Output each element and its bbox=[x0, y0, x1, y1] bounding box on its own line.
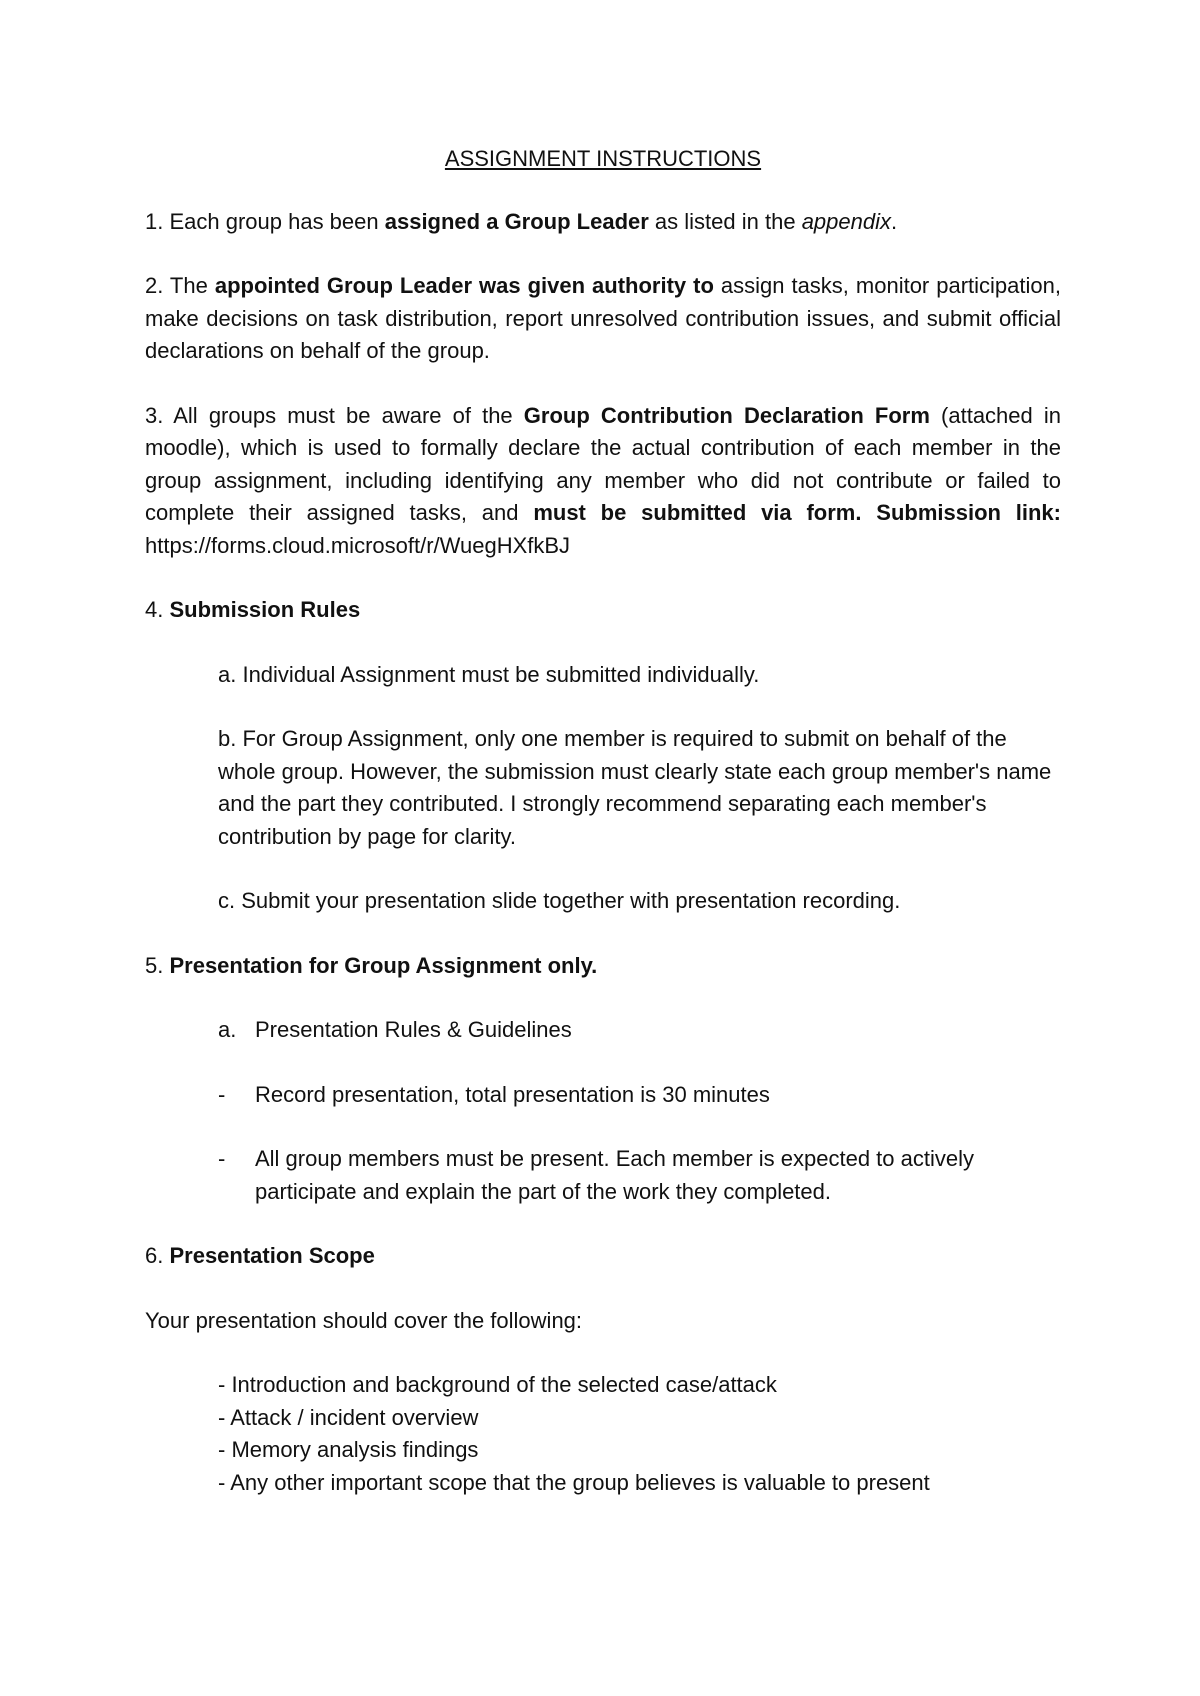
presentation-rule-dash-2-text: All group members must be present. Each member is expected to actively participate and explain the part of the work they completed. bbox=[255, 1146, 974, 1204]
document-content bbox=[145, 143, 1061, 1499]
document-title: ASSIGNMENT INSTRUCTIONS bbox=[444, 146, 762, 171]
presentation-scope-intro: Your presentation should cover the following: bbox=[145, 1307, 583, 1333]
instruction-2-post: assign tasks, monitor participation, make decisions on task distribution, report unresolved contribution issues, and submit official declarations on behalf of the group. bbox=[145, 273, 1061, 363]
presentation-heading: Presentation for Group Assignment only. bbox=[169, 952, 598, 978]
submission-link-label: Submission link: bbox=[876, 500, 1061, 525]
presentation-rule-dash-2 bbox=[218, 1143, 1061, 1208]
scope-item: - Introduction and background of the selected case/attack bbox=[218, 1372, 777, 1397]
scope-item: - Attack / incident overview bbox=[218, 1404, 479, 1430]
submission-link-url[interactable]: https://forms.cloud.microsoft/r/WuegHXfkBJ bbox=[145, 532, 571, 558]
presentation-rule-dash-1 bbox=[218, 1079, 1061, 1112]
instruction-1-pre: 1. Each group has been bbox=[145, 208, 385, 234]
instruction-1 bbox=[145, 206, 1061, 239]
instruction-6-heading bbox=[145, 1240, 1061, 1273]
submission-rules-heading: Submission Rules bbox=[169, 597, 361, 622]
instruction-1-italic: appendix bbox=[801, 208, 891, 234]
instruction-3-mid: (attached in moodle), which is used to formally declare the actual contribution of each member in the group assignment, including identifying any member who did not contribute or failed to complete their assigned tasks, and bbox=[145, 402, 1062, 525]
submission-rule-a: a. Individual Assignment must be submitted individually. bbox=[218, 661, 760, 687]
instruction-5-number: 5. bbox=[145, 952, 170, 978]
instruction-1-mid: as listed in the bbox=[648, 208, 802, 234]
presentation-scope-list bbox=[218, 1369, 1061, 1499]
submission-rule-b: b. For Group Assignment, only one member is required to submit on behalf of the whole group. However, the submission must clearly state each group member's name and the part they contributed. I strongly recommend separating each member's contribution by page for clarity. bbox=[218, 726, 1052, 849]
instruction-6-number: 6. bbox=[145, 1243, 170, 1268]
presentation-rule-dash-2-marker: - bbox=[218, 1146, 226, 1171]
instruction-3 bbox=[145, 400, 1061, 563]
presentation-rule-a-marker: a. bbox=[218, 1017, 237, 1042]
scope-item: - Any other important scope that the group believes is valuable to present bbox=[218, 1469, 930, 1495]
instruction-2-pre: 2. The bbox=[145, 273, 215, 298]
instruction-3-bold-submit: must be submitted via form. bbox=[533, 500, 862, 525]
instruction-1-bold: assigned a Group Leader bbox=[384, 208, 649, 234]
submission-rule-c: c. Submit your presentation slide together with presentation recording. bbox=[218, 888, 901, 913]
instruction-3-bold-form: Group Contribution Declaration Form bbox=[523, 402, 930, 428]
instruction-4-number: 4. bbox=[145, 597, 170, 622]
instruction-2-bold: appointed Group Leader was given authority to bbox=[214, 273, 714, 298]
instruction-5-heading bbox=[145, 950, 1061, 983]
instruction-1-post: . bbox=[891, 208, 898, 234]
presentation-rule-a bbox=[218, 1014, 1061, 1047]
presentation-rule-dash-1-marker: - bbox=[218, 1081, 226, 1107]
presentation-rule-dash-1-text: Record presentation, total presentation is 30 minutes bbox=[255, 1081, 770, 1107]
scope-item: - Memory analysis findings bbox=[218, 1437, 479, 1462]
instruction-3-pre: 3. All groups must be aware of the bbox=[145, 402, 524, 428]
presentation-scope-heading: Presentation Scope bbox=[169, 1243, 375, 1268]
presentation-rule-a-text: Presentation Rules & Guidelines bbox=[255, 1017, 572, 1042]
instruction-2 bbox=[145, 270, 1061, 368]
instruction-4-heading bbox=[145, 594, 1061, 627]
